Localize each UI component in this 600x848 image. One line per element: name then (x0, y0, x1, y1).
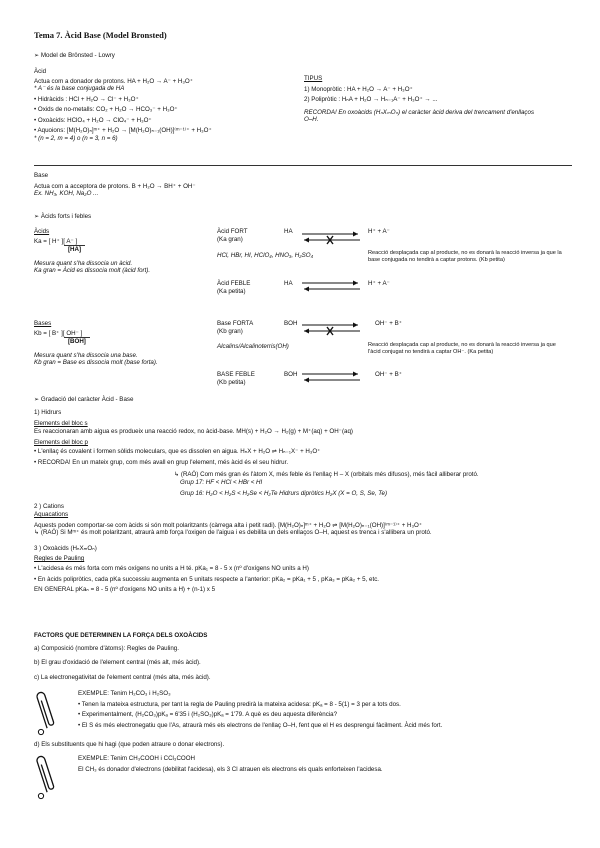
equilibrium-arrow-icon (300, 279, 362, 293)
acid-fort-reactant: HA (284, 228, 293, 235)
equilibrium-arrow-icon (300, 370, 362, 384)
aquacations-rao: ↳ (RAÓ) Si Mᵐ⁺ és molt polaritzant, atraurà amb força l'oxigen de l'aigua i es debilita un dels enllaços O–H, aquest es trenca i s'allibera un protó. (34, 529, 432, 537)
rao-text: ↳ (RAÓ) Com més gran és l'àtom X, més feble és l'enllaç H – X (orbitals més difusos), més fàcil alliberar protó. (174, 470, 479, 478)
page-title: Tema 7. Àcid Base (Model Bronsted) (34, 30, 167, 40)
acid-note: Reacció desplaçada cap al producte, no es donarà la reacció inversa ja que la base conjugada no tendirà a captar protons. (Kb petita) (368, 250, 562, 263)
acid-block (34, 68, 304, 143)
bloc-p-heading: Elements del bloc p (34, 439, 88, 447)
acid-fort-sub: (Ka gran) (217, 236, 243, 243)
bloc-s-text: Es reaccionaran amb aigua es produeix una reacció redox, no àcid-base. MH(s) + H₂O → H₂(g) + M⁺(aq) + OH⁻(aq) (34, 427, 353, 435)
cations-heading: 2 ) Cations (34, 502, 64, 510)
acid-line: Actua com a donador de protons. HA + H₂O → A⁻ + H₃O⁺ (34, 77, 193, 85)
acid-line: * (n = 2, m = 4) o (n = 3, n = 6) (34, 134, 118, 142)
factor-b: b) El grau d'oxidació de l'element central (més alt, més àcid). (34, 659, 201, 667)
acid-feble-sub: (Ka petita) (217, 288, 246, 295)
acid-label: Àcid (34, 68, 47, 75)
acid-feble-label: Àcid FEBLE (217, 280, 251, 287)
model-heading: ➢ Model de Brönsted - Lowry (34, 52, 115, 59)
acids-note: Mesura quant s'ha dissocia un àcid. (34, 259, 133, 267)
base-forta-reactant: BOH (284, 320, 298, 327)
divider (34, 165, 572, 166)
base-feble-label: BASE FEBLE (217, 371, 255, 378)
acid-line: • Oxoàcids: HClO₄ + H₂O → ClO₄⁻ + H₃O⁺ (34, 116, 152, 124)
base-feble-reactant: BOH (284, 371, 298, 378)
ka-denominator: [HA] (64, 245, 85, 254)
factor-d-line: El CH₃ és donador d'electrons (debilitat l'acidesa), els 3 Cl atrauen els electrons els quals enforteixen l'acidesa. (78, 765, 383, 773)
aquacations-text: Aquests poden comportar-se com àcids si són molt polaritzants (càrrega alta i petit radi). [M(H₂O)ₙ]ᵐ⁺ + H₂O ⇌ [M(H₂O)ₙ₋₁(OH)]⁽ᵐ⁻¹⁾⁺ + H₃O⁺ (34, 521, 423, 529)
base-line: Actua com a acceptora de protons. B + H₂O → BH⁺ + OH⁻ (34, 182, 196, 190)
base-feble-sub: (Kb petita) (217, 379, 246, 386)
blocked-arrow-icon (300, 319, 362, 337)
aquacations-heading: Aquacations (34, 511, 69, 519)
acids-block (34, 228, 209, 275)
oxoacids-heading: 3 ) Oxoàcids (HₙXₘOₙ) (34, 544, 97, 552)
kb-denominator: [BOH] (64, 337, 90, 346)
tipus-line: 2) Polipròtic : HₙA + H₂O → Hₙ₋₁A⁻ + H₃O⁺ → ... (304, 96, 438, 104)
factors-heading: FACTORS QUE DETERMINEN LA FORÇA DELS OXOÀCIDS (34, 632, 208, 639)
base-forta-label: Base FORTA (217, 320, 254, 327)
factor-d-example-title: EXEMPLE: Tenim CH₃COOH i CCl₃COOH (78, 755, 196, 762)
acid-feble-reactant: HA (284, 280, 293, 287)
blocked-arrow-icon (300, 228, 362, 246)
factor-c-line: • El S és més electronegatiu que l'As, atraurà més els electrons de l'enllaç O–H, fent que el H es desprengui fàcilment. Àcid més fort. (78, 721, 443, 729)
hidrurs-heading: 1) Hidrurs (34, 408, 62, 416)
acid-line: * A⁻ és la base conjugada de HA (34, 85, 125, 93)
acid-fort-products: H⁺ + A⁻ (368, 228, 390, 235)
bases-block (34, 320, 214, 367)
base-line: Ex. NH₃, KOH, Na₂O ... (34, 190, 99, 198)
paperclip-icon (34, 686, 56, 738)
factor-a: a) Composició (nombre d'àtoms): Regles de Pauling. (34, 644, 179, 652)
bloc-p-text: • L'enllaç és covalent i formen sòlids moleculars, que es dissolen en aigua. HₙX + H₂O ⇌ Hₙ₋₁X⁻ + H₃O⁺ (34, 447, 321, 455)
acid-feble-products: H⁺ + A⁻ (368, 280, 390, 287)
base-feble-products: OH⁻ + B⁺ (375, 371, 402, 378)
pauling-heading: Regles de Pauling (34, 555, 85, 563)
recorda-text: • RECORDA! En un mateix grup, com més avall en grup l'element, més àcid és el seu hidrur. (34, 459, 289, 467)
factor-c: c) La electronegativitat de l'element central (més alta, més àcid). (34, 673, 211, 681)
bases-note: Mesura quant s'ha dissocia una base. (34, 351, 138, 359)
base-label: Base (34, 172, 49, 179)
acid-line: • Oxids de no-metalls: CO₂ + H₂O → HCO₃⁻ + H₃O⁺ (34, 106, 178, 114)
factor-d: d) Els substituents que hi hagi (que poden atraure o donar electrons). (34, 741, 225, 748)
factors-block (34, 632, 574, 681)
acid-line: • Aquoions: [M(H₂O)ₙ]ᵐ⁺ + H₂O → [M(H₂O)ₙ₋₁(OH)]⁽ᵐ⁻¹⁾⁺ + H₃O⁺ (34, 127, 212, 135)
acid-fort-label: Àcid FORT (217, 228, 248, 235)
bases-note: Kb gran = Base es dissocia molt (base forta). (34, 359, 158, 367)
kb-numerator: Kb = [ B⁺ ][ OH⁻ ] (34, 329, 83, 337)
acid-examples: HCl, HBr, HI, HClO₄, HNO₃, H₂SO₄ (217, 252, 314, 259)
pauling-rule: • L'acidesa és més forta com més oxígens no units a H té. pKa₁ = 8 - 5 x (nº d'oxígens NO units a H) (34, 565, 309, 572)
acids-note: Ka gran = Àcid es dissocia molt (àcid fort). (34, 267, 151, 275)
factor-c-line: • Experimentalment, (H₂CO₃)pKₐ = 6'35 i (H₂SO₃)pKₐ = 1'79. A què es deu aquesta diferència? (78, 711, 338, 719)
factor-c-example-title: EXEMPLE: Tenim H₂CO₃ i H₂SO₃ (78, 690, 171, 697)
acids-label: Àcids (34, 228, 50, 235)
tipus-recorda: RECORDA! En oxoàcids (HₙXₘOₙ) el caràcter àcid deriva del trencament d'enllaços O–H. (304, 108, 535, 124)
pauling-rule: • En àcids polipròtics, cada pKa successiu augmenta en 5 unitats respecte a l'anterior: pKa₂ = pKa₁ + 5 , pKa₃ = pKa₂ + 5, etc. (34, 575, 380, 583)
pauling-general: EN GENERAL pKaₙ = 8 - 5 (nº d'oxígens NO units a H) + (n-1) x 5 (34, 586, 216, 594)
ka-numerator: Ka = [ H⁺ ][ A⁻ ] (34, 237, 78, 245)
bloc-s-heading: Elements del bloc s (34, 420, 88, 428)
fort-heading: ➢ Àcids forts i febles (34, 213, 92, 220)
base-note: Reacció desplaçada cap al producte, no es donarà la reacció inversa ja que l'àcid conjugat no tendirà a captar OH⁻. (Ka petita) (368, 342, 556, 355)
bases-label: Bases (34, 320, 52, 327)
tipus-block (304, 75, 574, 124)
factor-c-line: • Tenen la mateixa estructura, per tant la regla de Pauling predirà la mateixa acidesa: pKₐ = 8 - 5(1) = 3 per a tots dos. (78, 700, 401, 708)
base-block (34, 172, 434, 198)
grup16-text: Grup 16: H₂O < H₂S < H₂Se < H₂Te Hidrurs dipròtics H₂X (X = O, S, Se, Te) (180, 490, 388, 498)
gradacio-block (34, 396, 574, 594)
gradacio-heading: ➢ Gradació del caràcter Àcid - Base (34, 396, 134, 403)
base-forta-sub: (Kb gran) (217, 328, 243, 335)
tipus-label: TIPUS (304, 75, 323, 82)
grup17-text: Grup 17: HF < HCl < HBr < HI (180, 478, 263, 486)
acid-line: • Hidràcids : HCl + H₂O → Cl⁻ + H₃O⁺ (34, 95, 139, 103)
tipus-line: 1) Monopròtic : HA + H₂O → A⁻ + H₃O⁺ (304, 85, 413, 93)
base-examples: Alcalins/Alcalinoterris(OH) (217, 343, 289, 350)
base-forta-products: OH⁻ + B⁺ (375, 320, 402, 327)
paperclip-icon (34, 750, 56, 802)
factor-d-example (78, 755, 568, 773)
factor-c-example (78, 690, 568, 729)
